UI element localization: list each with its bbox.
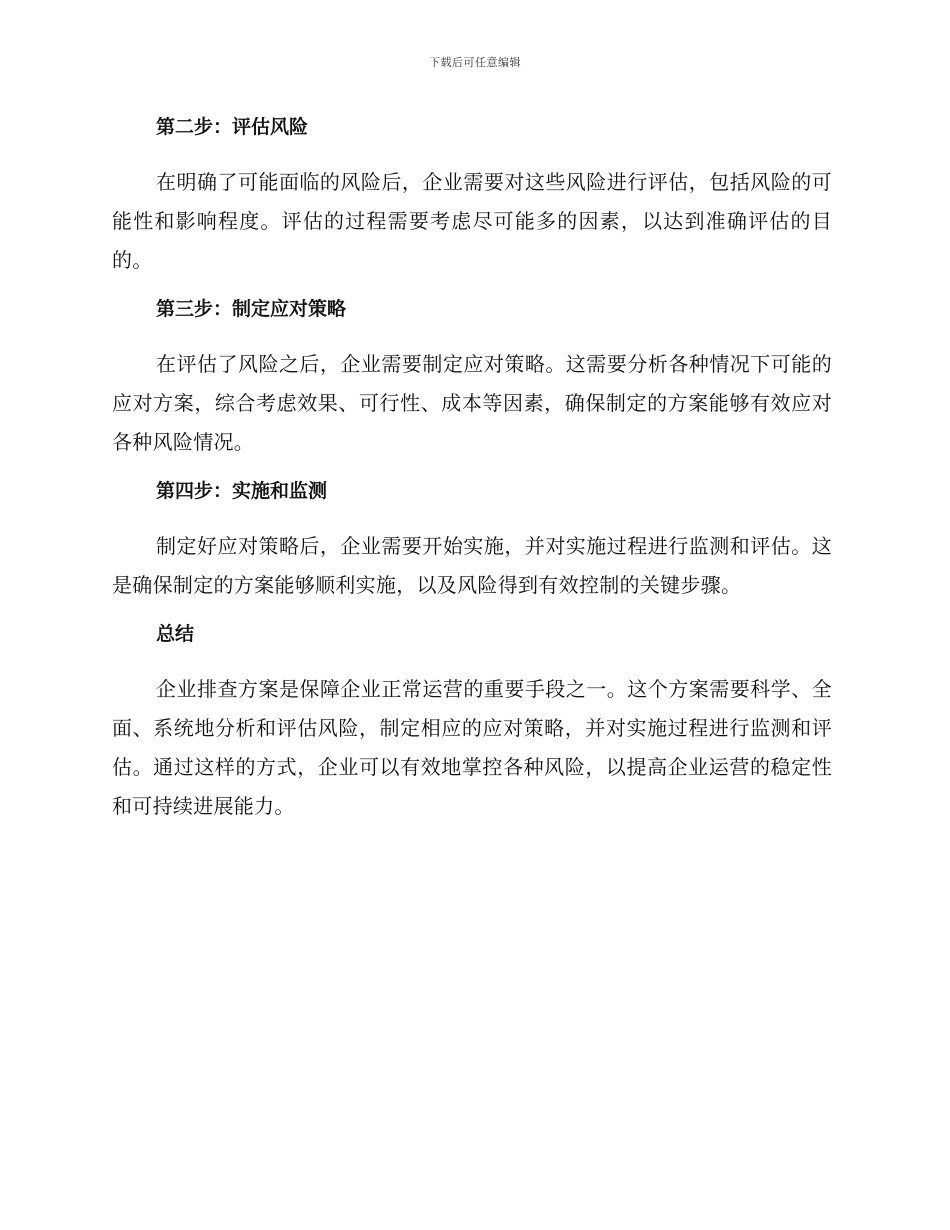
section-heading: 第二步：评估风险 [156,116,309,138]
section-heading: 总结 [156,623,195,645]
section-summary [112,619,832,826]
document-body [112,112,832,840]
section-step-two [112,112,832,280]
page-header: 下载后可任意编辑 [429,56,521,69]
section-step-three [112,294,832,462]
section-step-four [112,476,832,605]
section-heading: 第三步：制定应对策略 [156,298,347,320]
section-paragraph: 制定好应对策略后，企业需要开始实施，并对实施过程进行监测和评估。这是确保制定的方案能够顺利实施，以及风险得到有效控制的关键步骤。 [112,534,832,597]
section-paragraph: 在明确了可能面临的风险后，企业需要对这些风险进行评估，包括风险的可能性和影响程度。评估的过程需要考虑尽可能多的因素，以达到准确评估的目的。 [112,170,832,272]
section-paragraph: 在评估了风险之后，企业需要制定应对策略。这需要分析各种情况下可能的应对方案，综合考虑效果、可行性、成本等因素，确保制定的方案能够有效应对各种风险情况。 [112,352,832,454]
section-paragraph: 企业排查方案是保障企业正常运营的重要手段之一。这个方案需要科学、全面、系统地分析和评估风险，制定相应的应对策略，并对实施过程进行监测和评估。通过这样的方式，企业可以有效地掌控各种风险，以提高企业运营的稳定性和可持续进展能力。 [112,677,832,818]
section-heading: 第四步：实施和监测 [156,480,328,502]
